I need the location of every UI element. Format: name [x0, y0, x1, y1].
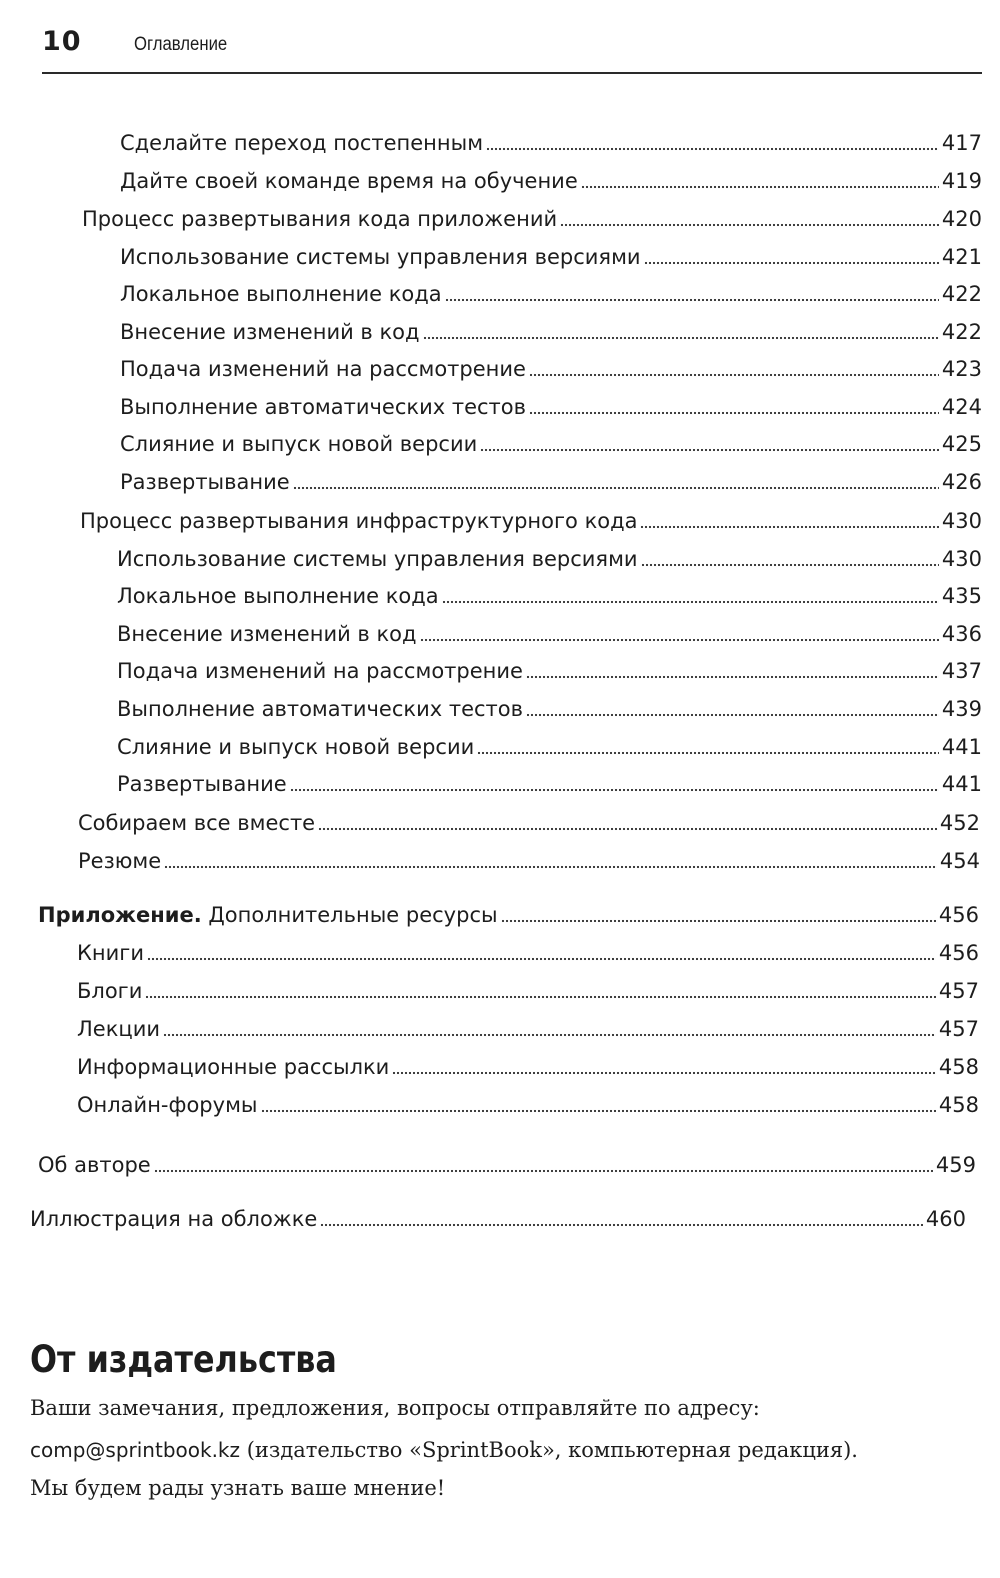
toc-entry [117, 648, 982, 684]
toc-entry [77, 968, 979, 1004]
toc-leader-dots [641, 563, 939, 567]
toc-entry-page: 422 [941, 282, 982, 306]
toc-leader-dots [420, 638, 939, 642]
toc-entry [117, 536, 982, 572]
toc-entry [120, 346, 982, 382]
toc-entry [117, 686, 982, 722]
toc-leader-dots [526, 675, 939, 679]
toc-leader-dots [501, 919, 936, 923]
toc-leader-dots [640, 525, 938, 529]
toc-entry-page: 458 [938, 1055, 979, 1079]
toc-entry-title: Выполнение автоматических тестов [120, 395, 526, 419]
toc-entry-page: 421 [941, 245, 982, 269]
toc-entry [120, 459, 982, 495]
toc-leader-dots [480, 448, 939, 452]
toc-entry-title: Собираем все вместе [78, 811, 316, 835]
toc-entry [77, 1006, 979, 1042]
appendix-title: Дополнительные ресурсы [201, 903, 498, 927]
toc-entry [30, 1196, 966, 1232]
toc-entry-title: Дайте своей команде время на обучение [120, 169, 578, 193]
toc-entry [78, 800, 980, 836]
toc-entry-page: 419 [941, 169, 982, 193]
toc-entry-title: Развертывание [117, 772, 287, 796]
toc-leader-dots [423, 336, 939, 340]
toc-entry-title: Внесение изменений в код [120, 320, 420, 344]
toc-leader-dots [293, 486, 939, 490]
toc-entry-title: Об авторе [38, 1153, 151, 1177]
toc-entry-page: 423 [941, 357, 982, 381]
toc-entry-page: 430 [941, 547, 982, 571]
toc-entry-page: 454 [939, 849, 980, 873]
running-title: Оглавление [134, 34, 228, 55]
toc-entry-title: Использование системы управления версиями [117, 547, 638, 571]
toc-entry-appendix [38, 892, 979, 928]
toc-entry-page: 430 [941, 509, 982, 533]
toc-leader-dots [154, 1169, 933, 1173]
toc-entry [77, 1044, 979, 1080]
publisher-contact-line: Ваши замечания, предложения, вопросы отправляйте по адресу: [30, 1396, 760, 1420]
toc-leader-dots [318, 827, 937, 831]
toc-entry-title: Процесс развертывания инфраструктурного кода [80, 509, 638, 533]
toc-leader-dots [261, 1109, 936, 1113]
toc-leader-dots [529, 411, 939, 415]
toc-entry-title: Онлайн-форумы [77, 1093, 258, 1117]
toc-entry-title: Использование системы управления версиями [120, 245, 641, 269]
toc-entry [80, 498, 982, 534]
toc-entry-page: 456 [938, 903, 979, 927]
toc-entry [120, 271, 982, 307]
toc-leader-dots [529, 373, 939, 377]
toc-entry-title: Процесс развертывания кода приложений [82, 207, 558, 231]
toc-leader-dots [145, 995, 936, 999]
toc-entry-title: Локальное выполнение кода [120, 282, 442, 306]
toc-entry-title: Развертывание [120, 470, 290, 494]
toc-entry-page: 439 [941, 697, 982, 721]
toc-entry-title: Резюме [78, 849, 162, 873]
toc-entry-title: Блоги [77, 979, 143, 1003]
toc-leader-dots [392, 1071, 936, 1075]
toc-entry-title: Лекции [77, 1017, 160, 1041]
toc-entry-title: Иллюстрация на обложке [30, 1207, 318, 1231]
toc-leader-dots [290, 788, 939, 792]
toc-entry-title: Подача изменений на рассмотрение [120, 357, 526, 381]
publisher-email-note: (издательство «SprintBook», компьютерная редакция). [240, 1438, 858, 1462]
toc-entry-page: 441 [941, 735, 982, 759]
toc-entry [120, 234, 982, 270]
toc-leader-dots [163, 1033, 936, 1037]
toc-entry-title: Слияние и выпуск новой версии [120, 432, 478, 456]
toc-entry-page: 420 [941, 207, 982, 231]
toc-entry [78, 838, 980, 874]
toc-entry [38, 1142, 976, 1178]
toc-entry-page: 422 [941, 320, 982, 344]
publisher-email: comp@sprintbook.kz [30, 1438, 241, 1462]
toc-entry-page: 441 [941, 772, 982, 796]
toc-entry-page: 435 [941, 584, 982, 608]
toc-entry-title: Внесение изменений в код [117, 622, 417, 646]
toc-entry-page: 457 [938, 979, 979, 1003]
toc-entry-page: 436 [941, 622, 982, 646]
toc-entry-title: Сделайте переход постепенным [120, 131, 484, 155]
toc-entry [120, 158, 982, 194]
toc-entry [82, 196, 982, 232]
toc-leader-dots [164, 865, 937, 869]
toc-entry-page: 460 [925, 1207, 966, 1231]
toc-entry-page: 457 [938, 1017, 979, 1041]
publisher-heading: От издательства [30, 1338, 337, 1381]
toc-entry-page: 452 [939, 811, 980, 835]
toc-leader-dots [486, 147, 939, 151]
toc-leader-dots [644, 261, 939, 265]
toc-entry [117, 573, 982, 609]
page-number: 10 [42, 26, 82, 57]
toc-leader-dots [320, 1223, 923, 1227]
toc-leader-dots [147, 957, 936, 961]
toc-leader-dots [442, 600, 939, 604]
toc-entry-page: 425 [941, 432, 982, 456]
toc-entry [120, 309, 982, 345]
toc-leader-dots [445, 298, 939, 302]
toc-leader-dots [526, 713, 939, 717]
toc-entry-page: 424 [941, 395, 982, 419]
toc-entry-title: Информационные рассылки [77, 1055, 390, 1079]
publisher-email-line [30, 1438, 858, 1462]
toc-entry [120, 421, 982, 457]
toc-leader-dots [477, 751, 939, 755]
toc-leader-dots [581, 185, 939, 189]
toc-entry-title: Подача изменений на рассмотрение [117, 659, 523, 683]
toc-entry-page: 437 [941, 659, 982, 683]
toc-entry [77, 930, 979, 966]
toc-entry [117, 724, 982, 760]
appendix-label: Приложение. [38, 903, 202, 927]
toc-entry-title: Выполнение автоматических тестов [117, 697, 523, 721]
toc-entry-title [38, 902, 498, 928]
toc-entry-title: Локальное выполнение кода [117, 584, 439, 608]
toc-entry-page: 456 [938, 941, 979, 965]
toc-entry-page: 426 [941, 470, 982, 494]
toc-entry-title: Книги [77, 941, 144, 965]
toc-entry-title: Слияние и выпуск новой версии [117, 735, 475, 759]
publisher-feedback-line: Мы будем рады узнать ваше мнение! [30, 1476, 446, 1500]
toc-leader-dots [560, 223, 939, 227]
running-head [42, 24, 982, 74]
toc-entry [77, 1082, 979, 1118]
toc-entry [120, 120, 982, 156]
toc-entry-page: 459 [935, 1153, 976, 1177]
toc-entry [117, 761, 982, 797]
toc-entry [117, 611, 982, 647]
toc-entry-page: 458 [938, 1093, 979, 1117]
toc-entry [120, 384, 982, 420]
toc-entry-page: 417 [941, 131, 982, 155]
